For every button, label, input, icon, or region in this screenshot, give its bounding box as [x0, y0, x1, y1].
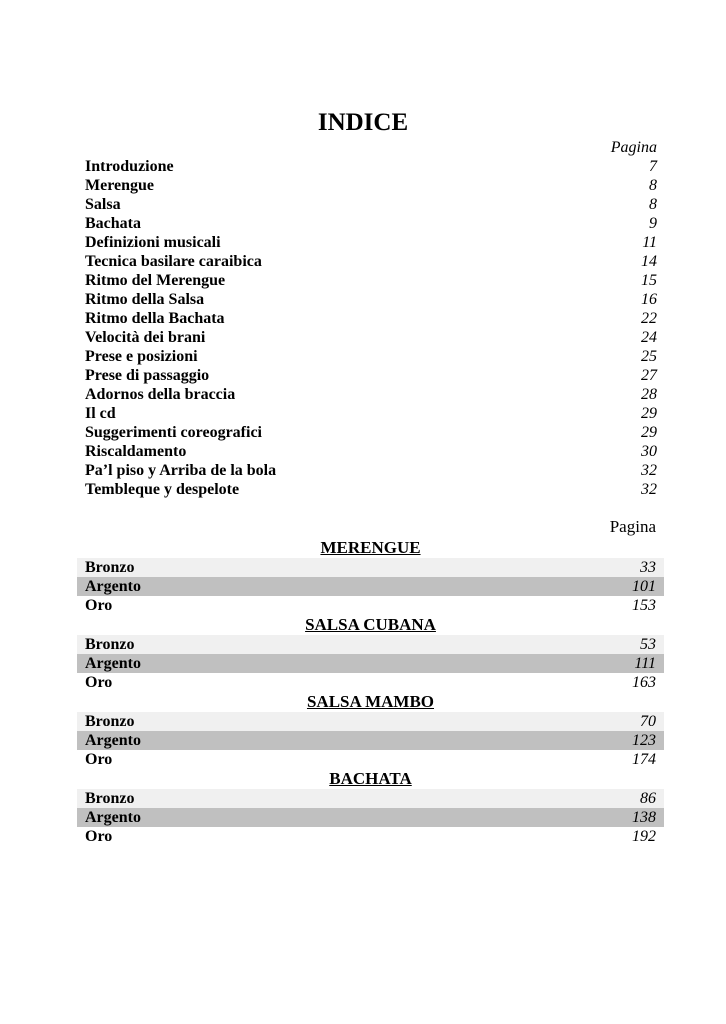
level-section-rows	[77, 712, 664, 769]
toc-entry-label: Pa’l piso y Arriba de la bola	[85, 462, 277, 479]
toc-entry[interactable]	[85, 442, 657, 461]
level-row-page: 138	[632, 809, 656, 826]
toc-entry-page: 28	[641, 386, 657, 403]
toc-entry[interactable]	[85, 233, 657, 252]
toc-entry-label: Riscaldamento	[85, 443, 187, 460]
level-row-page: 192	[632, 828, 656, 845]
toc-entry-page: 15	[641, 272, 657, 289]
toc-entry-label: Prese di passaggio	[85, 367, 210, 384]
toc-entry-label: Definizioni musicali	[85, 234, 221, 251]
level-row-page: 163	[632, 674, 656, 691]
toc-entry[interactable]	[85, 385, 657, 404]
level-row-page: 70	[640, 713, 656, 730]
level-section-title: MERENGUE	[320, 538, 421, 557]
toc-entry-label: Salsa	[85, 196, 121, 213]
level-row-page: 101	[632, 578, 656, 595]
level-row-label: Argento	[85, 578, 141, 595]
level-section-title: BACHATA	[329, 769, 412, 788]
level-row-page: 86	[640, 790, 656, 807]
toc-entry-label: Ritmo della Salsa	[85, 291, 205, 308]
level-row-label: Bronzo	[85, 790, 135, 807]
level-row[interactable]	[77, 808, 664, 827]
level-row-page: 111	[634, 655, 656, 672]
toc-entry-label: Introduzione	[85, 158, 174, 175]
level-row[interactable]	[77, 827, 664, 846]
level-row[interactable]	[77, 673, 664, 692]
level-row-label: Bronzo	[85, 559, 135, 576]
toc-entry[interactable]	[85, 214, 657, 233]
toc-page-column-label: Pagina	[610, 139, 657, 156]
toc-entry-label: Bachata	[85, 215, 141, 232]
level-row-label: Argento	[85, 655, 141, 672]
page-title: INDICE	[317, 109, 409, 136]
level-row[interactable]	[77, 635, 664, 654]
level-row[interactable]	[77, 712, 664, 731]
toc-entry-label: Adornos della braccia	[85, 386, 236, 403]
level-row-page: 53	[640, 636, 656, 653]
toc-entry[interactable]	[85, 290, 657, 309]
level-section	[77, 769, 664, 846]
toc-entry-page: 24	[641, 329, 657, 346]
level-row[interactable]	[77, 750, 664, 769]
level-row-page: 33	[640, 559, 656, 576]
level-section-title: SALSA MAMBO	[306, 692, 435, 711]
level-section	[77, 538, 664, 615]
toc-entry[interactable]	[85, 423, 657, 442]
level-row-label: Oro	[85, 751, 113, 768]
toc-entry[interactable]	[85, 195, 657, 214]
toc-entry-page: 32	[641, 462, 657, 479]
toc-entry-page: 16	[641, 291, 657, 308]
toc-entry[interactable]	[85, 157, 657, 176]
level-section-rows	[77, 635, 664, 692]
level-section-rows	[77, 789, 664, 846]
level-row-label: Oro	[85, 828, 113, 845]
level-row-label: Argento	[85, 732, 141, 749]
toc-entry-label: Prese e posizioni	[85, 348, 198, 365]
toc-entry-label: Il cd	[85, 405, 116, 422]
level-row-page: 174	[632, 751, 656, 768]
level-row-label: Argento	[85, 809, 141, 826]
level-section	[77, 692, 664, 769]
toc-list	[85, 138, 657, 499]
toc-entry-label: Ritmo del Merengue	[85, 272, 226, 289]
levels-table	[77, 516, 664, 846]
toc-entry-page: 9	[649, 215, 657, 232]
level-row[interactable]	[77, 577, 664, 596]
toc-entry[interactable]	[85, 176, 657, 195]
toc-entry[interactable]	[85, 328, 657, 347]
toc-entry-label: Tecnica basilare caraibica	[85, 253, 262, 270]
level-section-rows	[77, 558, 664, 615]
level-row-page: 123	[632, 732, 656, 749]
toc-entry-page: 25	[641, 348, 657, 365]
toc-entry[interactable]	[85, 309, 657, 328]
toc-entry-label: Tembleque y despelote	[85, 481, 240, 498]
toc-entry-page: 8	[649, 177, 657, 194]
toc-entry[interactable]	[85, 461, 657, 480]
toc-entry[interactable]	[85, 480, 657, 499]
level-row-label: Oro	[85, 597, 113, 614]
toc-entry-page: 29	[641, 424, 657, 441]
toc-entry[interactable]	[85, 366, 657, 385]
levels-page-column-label: Pagina	[609, 517, 656, 536]
toc-entry-page: 32	[641, 481, 657, 498]
toc-entry-label: Suggerimenti coreografici	[85, 424, 262, 441]
toc-entry-page: 22	[641, 310, 657, 327]
toc-rows	[85, 157, 657, 499]
toc-entry[interactable]	[85, 347, 657, 366]
level-row[interactable]	[77, 789, 664, 808]
level-section-title: SALSA CUBANA	[305, 615, 436, 634]
level-row[interactable]	[77, 596, 664, 615]
toc-entry-label: Merengue	[85, 177, 155, 194]
toc-entry[interactable]	[85, 271, 657, 290]
toc-entry-page: 27	[641, 367, 657, 384]
level-row-page: 153	[632, 597, 656, 614]
toc-entry-page: 8	[649, 196, 657, 213]
level-row-label: Bronzo	[85, 713, 135, 730]
toc-entry[interactable]	[85, 252, 657, 271]
toc-entry-page: 11	[642, 234, 657, 251]
toc-entry-page: 29	[641, 405, 657, 422]
toc-entry-page: 30	[641, 443, 657, 460]
level-row[interactable]	[77, 558, 664, 577]
level-row-label: Oro	[85, 674, 113, 691]
toc-entry[interactable]	[85, 404, 657, 423]
level-row[interactable]	[77, 654, 664, 673]
level-row[interactable]	[77, 731, 664, 750]
toc-entry-label: Velocità dei brani	[85, 329, 206, 346]
toc-entry-page: 7	[649, 158, 657, 175]
level-sections	[77, 538, 664, 846]
toc-entry-page: 14	[641, 253, 657, 270]
level-section	[77, 615, 664, 692]
level-row-label: Bronzo	[85, 636, 135, 653]
toc-entry-label: Ritmo della Bachata	[85, 310, 225, 327]
